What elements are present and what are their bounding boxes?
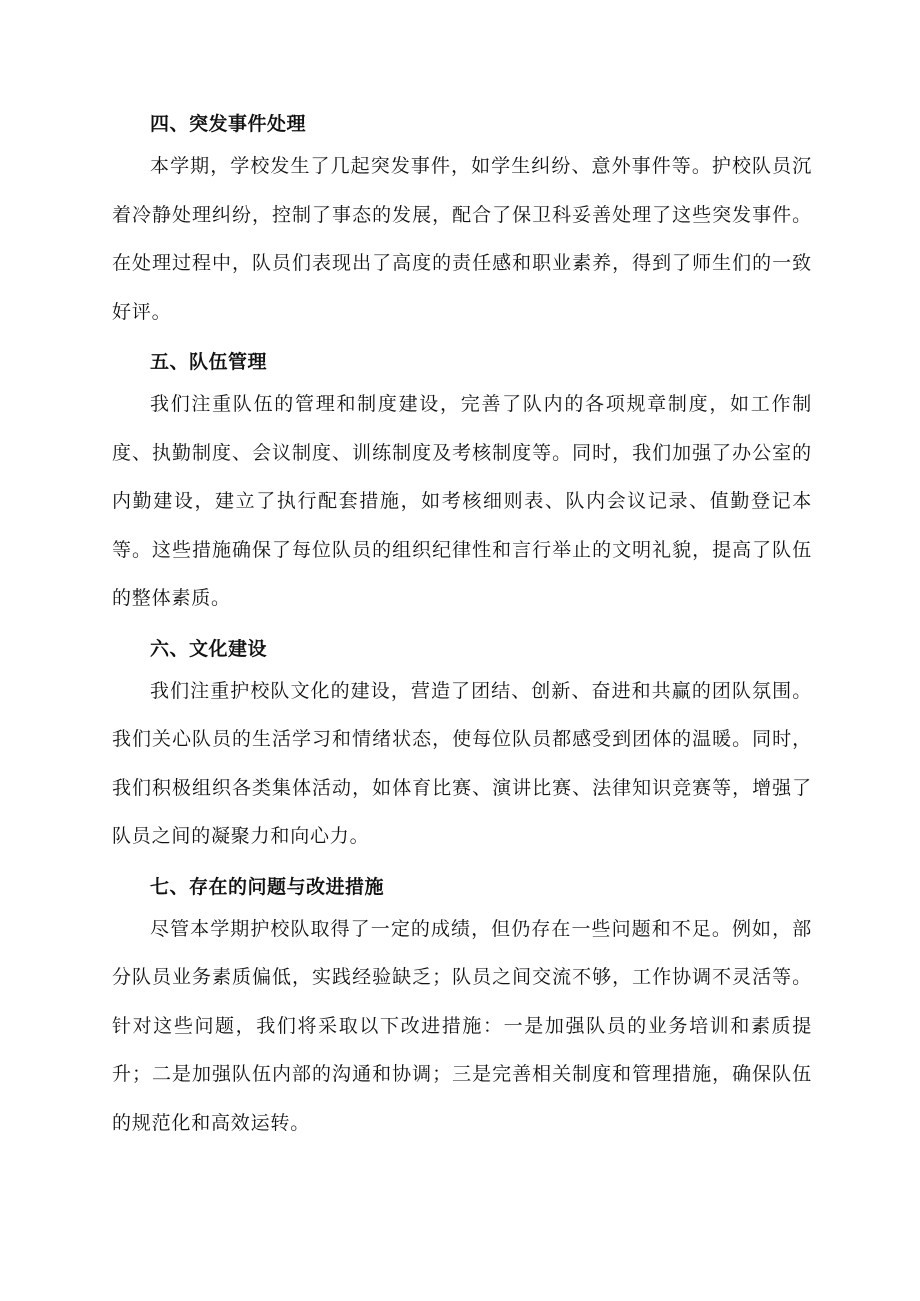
section-emergency-handling <box>112 112 812 336</box>
section-paragraph: 尽管本学期护校队取得了一定的成绩，但仍存在一些问题和不足。例如，部分队员业务素质偏低，实践经验缺乏；队员之间交流不够，工作协调不灵活等。针对这些问题，我们将采取以下改进措施：一是加强队员的业务培训和素质提升；二是加强队伍内部的沟通和协调；三是完善相关制度和管理措施，确保队伍的规范化和高效运转。 <box>112 917 812 1134</box>
section-problems-improvements <box>112 875 812 1148</box>
section-paragraph: 我们注重护校队文化的建设，营造了团结、创新、奋进和共赢的团队氛围。我们关心队员的生活学习和情绪状态，使每位队员都感受到团体的温暖。同时，我们积极组织各类集体活动，如体育比赛、演讲比赛、法律知识竞赛等，增强了队员之间的凝聚力和向心力。 <box>112 679 812 847</box>
section-heading: 五、队伍管理 <box>150 351 268 373</box>
section-culture-building <box>112 637 812 861</box>
section-heading: 七、存在的问题与改进措施 <box>150 875 385 898</box>
section-team-management <box>112 350 812 623</box>
document-page <box>112 112 812 1161</box>
section-paragraph: 我们注重队伍的管理和制度建设，完善了队内的各项规章制度，如工作制度、执勤制度、会议制度、训练制度及考核制度等。同时，我们加强了办公室的内勤建设，建立了执行配套措施，如考核细则表、队内会议记录、值勤登记本等。这些措施确保了每位队员的组织纪律性和言行举止的文明礼貌，提高了队伍的整体素质。 <box>112 393 812 609</box>
section-paragraph: 本学期，学校发生了几起突发事件，如学生纠纷、意外事件等。护校队员沉着冷静处理纠纷，控制了事态的发展，配合了保卫科妥善处理了这些突发事件。在处理过程中，队员们表现出了高度的责任感和职业素养，得到了师生们的一致好评。 <box>112 155 812 323</box>
section-heading: 六、文化建设 <box>150 637 268 660</box>
section-heading: 四、突发事件处理 <box>150 113 307 135</box>
